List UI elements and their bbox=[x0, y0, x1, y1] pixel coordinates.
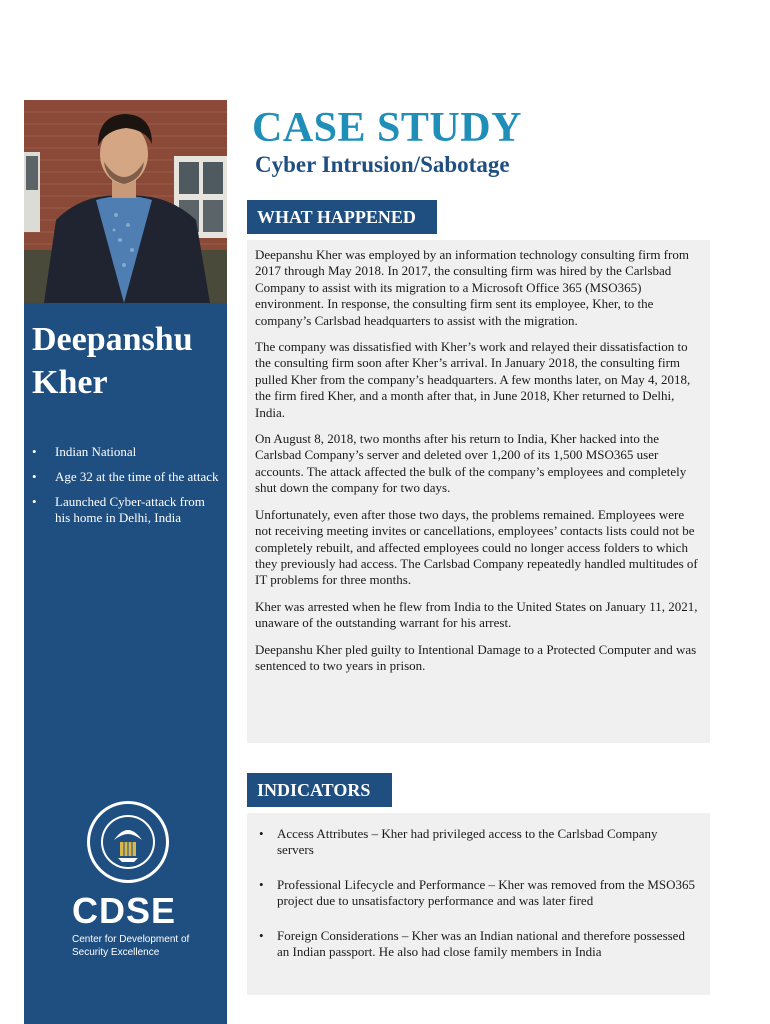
what-happened-heading: WHAT HAPPENED bbox=[247, 200, 437, 234]
fact-item: • Age 32 at the time of the attack bbox=[24, 469, 227, 485]
profile-sidebar bbox=[24, 100, 227, 1024]
subject-facts-list bbox=[24, 444, 227, 535]
cdse-logo: CDSE bbox=[72, 890, 177, 931]
indicator-item: • Foreign Considerations – Kher was an Indian national and therefore possessed an Indian passport. He also had close family members in India bbox=[247, 928, 710, 961]
subject-name: Deepanshu Kher bbox=[32, 321, 193, 401]
indicator-item: • Access Attributes – Kher had privileged access to the Carlsbad Company servers bbox=[247, 826, 710, 859]
page-title: CASE STUDY bbox=[252, 105, 522, 151]
fact-item: • Indian National bbox=[24, 444, 227, 460]
indicators-heading: INDICATORS bbox=[247, 773, 392, 807]
narrative-paragraph: The company was dissatisfied with Kher’s work and relayed their dissatisfaction to the consulting firm soon after Kher’s arrival. In January 2018, the consulting firm pulled Kher from the company’s headquarters. A few months later, on May 4, 2018, the firm fired Kher, and a month after that, in June 2018, Kher returned to Delhi, India. bbox=[255, 339, 691, 420]
fact-item: • Launched Cyber-attack from his home in Delhi, India bbox=[24, 494, 227, 526]
indicators-panel bbox=[247, 813, 710, 995]
subject-photo bbox=[24, 100, 227, 303]
indicators-list bbox=[247, 813, 710, 960]
agency-seal-icon bbox=[86, 800, 170, 884]
indicator-item: • Professional Lifecycle and Performance – Kher was removed from the MSO365 project due to unsatisfactory performance and was later fired bbox=[247, 877, 710, 910]
narrative-paragraph: On August 8, 2018, two months after his return to India, Kher hacked into the Carlsbad Company’s server and deleted over 1,200 of its 1,500 MSO365 user accounts. The attack affected the bulk of the company’s employees and completely shut down the company for two days. bbox=[255, 431, 687, 496]
narrative-paragraph: Deepanshu Kher was employed by an information technology consulting firm from 2017 through May 2018. In 2017, the consulting firm was hired by the Carlsbad Company to assist with its migration to a Microsoft Office 365 (MSO365) environment. In response, the consulting firm sent its employee, Kher, to the company’s Carlsbad headquarters to assist with the migration. bbox=[255, 247, 689, 328]
page-subtitle: Cyber Intrusion/Sabotage bbox=[255, 152, 510, 177]
narrative-paragraph: Kher was arrested when he flew from India to the United States on January 11, 2021, unaware of the outstanding warrant for his arrest. bbox=[255, 598, 698, 631]
cdse-logo-subtitle: Center for Development of Security Excellence bbox=[72, 934, 190, 958]
what-happened-panel bbox=[247, 240, 710, 743]
narrative-paragraph: Unfortunately, even after those two days, the problems remained. Employees were not receiving meeting invites or cancellations, employees’ contacts lists could not be completely rebuilt, and affected employees could no longer access folders to which they previously had access. The Carlsbad Company repeatedly handled multitudes of IT problems for three months. bbox=[255, 506, 698, 588]
narrative-paragraph: Deepanshu Kher pled guilty to Intentional Damage to a Protected Computer and was sentenced to two years in prison. bbox=[255, 641, 697, 673]
